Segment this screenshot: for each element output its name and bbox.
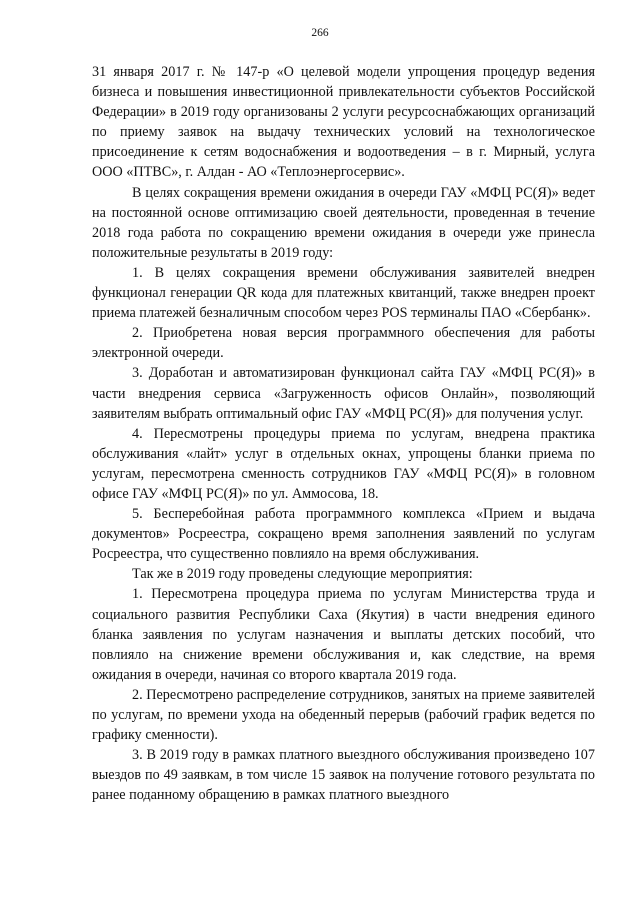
list-item-qr-code: 1. В целях сокращения времени обслуживания заявителей внедрен функционал генерации QR кода для платежных квитанций, также внедрен проект приема платежей безналичным способом через POS терминалы ПАО «Сбербанк».	[92, 264, 595, 322]
list-item-rosreestr: 5. Бесперебойная работа программного комплекса «Прием и выдача документов» Росреестра, сокращено время заполнения заявлений по услугам Росреестра, что существенно повлияло на время обслуживания.	[92, 506, 595, 563]
list-item-ministry-labor: 1. Пересмотрена процедура приема по услугам Министерства труда и социального развития Республики Саха (Якутия) в части внедрения единого бланка заявления по услугам назначения и выплаты детских пособий, что повлияло на снижение времени обслуживания и, как следствие, на время ожидания в очереди, начиная со второго квартала 2019 года.	[92, 586, 595, 683]
list-item-staff-distribution: 2. Пересмотрено распределение сотрудников, занятых на приеме заявителей по услугам, по времени ухода на обеденный перерыв (рабочий график ведется по графику сменности).	[92, 686, 595, 744]
page-number: 266	[311, 27, 329, 39]
paragraph-additional-measures: Так же в 2019 году проведены следующие мероприятия:	[132, 566, 473, 583]
paragraph-continuation: 31 января 2017 г. № 147-р «О целевой модели упрощения процедур ведения бизнеса и повышения инвестиционной привлекательности субъектов Российской Федерации» в 2019 году организованы 2 услуги ресурсоснабжающих организаций по приему заявок на выдачу технических условий на технологическое присоединение к сетям водоснабжения и водоотведения – в г. Мирный, услуга ООО «ПТВС», г. Алдан - АО «Теплоэнергосервис».	[92, 64, 595, 181]
document-body	[92, 62, 595, 805]
list-item-queue-software: 2. Приобретена новая версия программного обеспечения для работы электронной очереди.	[92, 325, 595, 362]
list-item-procedures: 4. Пересмотрены процедуры приема по услугам, внедрена практика обслуживания «лайт» услуг в отдельных окнах, упрощены бланки приема по услугам, пересмотрена сменность сотрудников ГАУ «МФЦ РС(Я)» в головном офисе ГАУ «МФЦ РС(Я)» по ул. Аммосова, 18.	[92, 425, 595, 502]
paragraph-queue-optimization: В целях сокращения времени ожидания в очереди ГАУ «МФЦ РС(Я)» ведет на постоянной основе оптимизацию своей деятельности, проведенная в течение 2018 года работа по сокращению времени ожидания в очереди уже принесла положительные результаты в 2019 году:	[92, 184, 595, 261]
list-item-website-service: 3. Доработан и автоматизирован функционал сайта ГАУ «МФЦ РС(Я)» в части внедрения сервиса «Загруженность офисов Онлайн», позволяющий заявителям выбрать оптимальный офис ГАУ «МФЦ РС(Я)» для получения услуг.	[92, 365, 595, 422]
list-item-paid-visits: 3. В 2019 году в рамках платного выездного обслуживания произведено 107 выездов по 49 заявкам, в том числе 15 заявок на получение готового результата по ранее поданному обращению в рамках платного выездного	[92, 747, 595, 804]
